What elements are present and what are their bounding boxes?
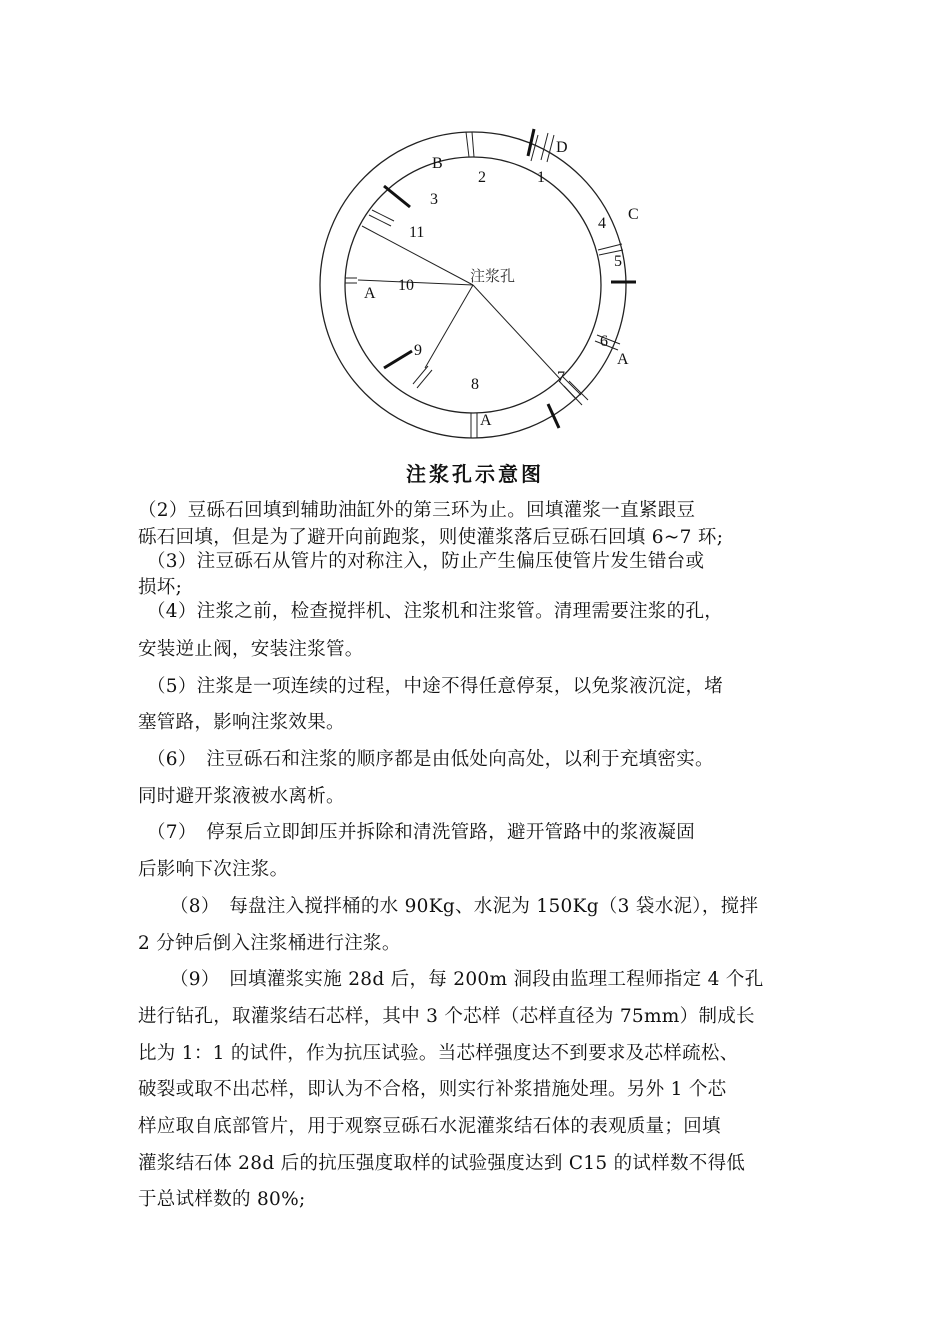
text-line: （3）注豆砾石从管片的对称注入，防止产生偏压使管片发生错台或 [147,551,705,572]
hole-number: 1 [537,169,545,186]
text-line: 塞管路，影响注浆效果。 [138,712,345,733]
text-line: （9） 回填灌浆实施 28d 后，每 200m 洞段由监理工程师指定 4 个孔 [170,969,764,990]
hole-number: 11 [409,224,425,241]
text-line: （5）注浆是一项连续的过程，中途不得任意停泵，以免浆液沉淀，堵 [147,676,724,697]
hole-number: 7 [557,369,565,386]
hole-number: 9 [414,342,422,359]
figure-caption: 注浆孔示意图 [406,462,544,486]
hole-number: 3 [430,191,438,208]
ring-diagram [340,120,639,440]
segment-letter: A [364,285,376,302]
text-line: 安装逆止阀，安装注浆管。 [138,639,364,660]
hole-number: 8 [471,376,479,393]
hole-number: 5 [614,253,622,270]
hole-number: 2 [478,169,486,186]
text-line: （8） 每盘注入搅拌桶的水 90Kg、水泥为 150Kg（3 袋水泥），搅拌 [170,896,759,917]
center-label: 注浆孔 [470,267,516,285]
text-line: 破裂或取不出芯样，即认为不合格，则实行补浆措施处理。另外 1 个芯 [138,1079,727,1100]
text-line: （7） 停泵后立即卸压并拆除和清洗管路，避开管路中的浆液凝固 [147,822,696,843]
segment-letter: A [617,351,629,368]
text-line: 灌浆结石体 28d 后的抗压强度取样的试验强度达到 C15 的试样数不得低 [138,1153,746,1174]
hole-number: 4 [598,215,606,232]
radial-lines [358,226,561,380]
hole-number: 6 [600,333,608,350]
segment-letter: D [556,139,568,156]
text-line: （6） 注豆砾石和注浆的顺序都是由低处向高处，以利于充填密实。 [147,749,714,770]
segment-letter: B [432,155,443,172]
text-line: 比为 1：1 的试件，作为抗压试验。当芯样强度达不到要求及芯样疏松、 [138,1043,739,1064]
text-line: 损坏; [138,577,183,598]
text-line: 样应取自底部管片，用于观察豆砾石水泥灌浆结石体的表观质量；回填 [138,1116,721,1137]
text-line: 后影响下次注浆。 [138,859,289,880]
text-line: 砾石回填，但是为了避开向前跑浆，则使灌浆落后豆砾石回填 6~7 环; [138,527,724,548]
segment-letter: A [480,412,492,429]
text-line: 2 分钟后倒入注浆桶进行注浆。 [138,933,401,954]
segment-letter: C [628,206,639,223]
text-line: 进行钻孔，取灌浆结石芯样，其中 3 个芯样（芯样直径为 75mm）制成长 [138,1006,755,1027]
hole-number: 10 [398,277,414,294]
text-line: （4）注浆之前，检查搅拌机、注浆机和注浆管。清理需要注浆的孔， [147,601,724,622]
text-line: 同时避开浆液被水离析。 [138,786,345,807]
grouting-hole-diagram [340,120,639,444]
text-line: （2）豆砾石回填到辅助油缸外的第三环为止。回填灌浆一直紧跟豆 [138,500,696,521]
text-line: 于总试样数的 80%; [138,1189,306,1210]
